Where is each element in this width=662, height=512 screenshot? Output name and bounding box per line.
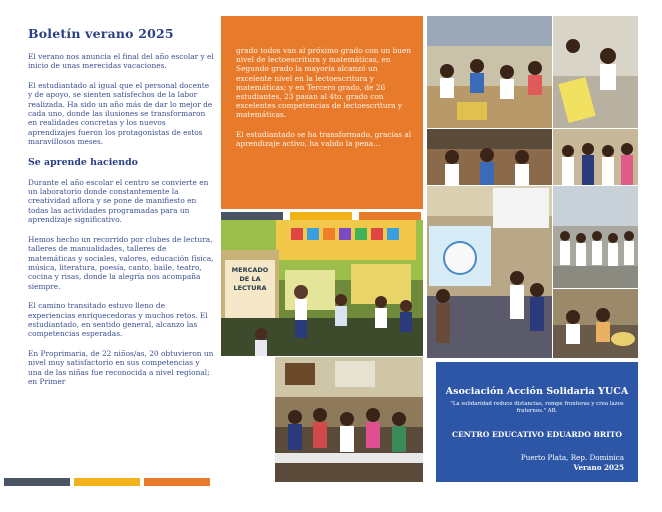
association-box [436, 362, 638, 482]
intro-paragraph: El verano nos anuncia el final del año escolar y el inicio de unas merecidas vacaciones. [28, 52, 214, 71]
satisfaction-paragraph: El estudiantado al igual que el personal docente y de apoyo, se sienten satisfechos de la labor realizada. Ha sido un año más de dar lo mejor de cada uno, donde las ilusiones se transformaron en realidades concretas y los nuevos aprendizajes fueron los protagonistas de estos maravillosos meses. [28, 80, 213, 147]
bar-orange-left [144, 478, 210, 486]
association-quote: "La solidaridad reduce distancias, rompe fronteras y crea lazos fraternos." AB. [450, 401, 624, 414]
grades-paragraph: grado todos van al próximo grado con un buen nivel de lectoescritura y matemáticas, en Segundo grado la mayoría alcanzó un excelente nivel en la lectoescritura y matemáticas; y en Tercero grado, de 26 estudiantes, 23 pasan al 4to. grado con excelentes competencias de lectoescritura y matemáticas. [236, 46, 412, 120]
bar-gold-left [74, 478, 140, 486]
school-name: CENTRO EDUCATIVO EDUARDO BRITO [451, 430, 623, 439]
photo-students-1 [427, 129, 552, 185]
section-heading: Se aprende haciendo [28, 156, 138, 168]
photo-students-2 [553, 129, 638, 185]
photo-banner-students [427, 186, 552, 358]
bar-slate-mid [221, 212, 283, 220]
photo-audience [275, 357, 423, 482]
association-name: Asociación Acción Solidaria YUCA [445, 386, 629, 397]
season-text: Verano 2025 [573, 463, 624, 472]
activities-paragraph: Hemos hecho un recorrido por clubes de lectura, talleres de manualidades, talleres de matemáticas y sociales, valores, educación física, música, literatura, poesía, canto, baile, teatro, cocina y risas, donde la alegría nos acompaña siempre. [28, 234, 214, 291]
challenges-paragraph: El camino transitado estuvo lleno de experiencias enriquecedoras y muchos retos. El estudiantado, en sentido general, alcanzo las competencias esperadas. [28, 301, 208, 339]
newsletter-title: Boletín verano 2025 [28, 26, 174, 41]
laboratory-paragraph: Durante el año escolar el centro se convierte en un laboratorio donde constantemente la creatividad aflora y se pone de manifiesto en todas las actividades programadas para un aprendizaje significativo. [28, 177, 209, 225]
market-sign: MERCADO DE LA LECTURA [231, 266, 269, 292]
photo-classroom-1 [427, 16, 552, 128]
photo-reading-market [221, 220, 423, 356]
preprimary-paragraph: En Proprimaria, de 22 niños/as, 20 obtuvieron un nivel muy satisfactorio en sus competencias y una de las niñas fue reconocida a nivel regional; en Primer [28, 348, 214, 386]
orange-panel-text [236, 46, 414, 158]
bar-slate-left [4, 478, 70, 486]
photo-classroom-2 [553, 16, 638, 128]
bar-orange-mid [359, 212, 421, 220]
left-column [28, 26, 214, 396]
photo-cooking [553, 289, 638, 358]
location-text: Puerto Plata, Rep. Dominica [520, 453, 624, 462]
bar-gold-mid [290, 212, 352, 220]
transformation-paragraph: El estudiantado se ha transformado, gracias al aprendizaje activo, ha valido la pena… [236, 129, 412, 148]
photo-line-students [553, 186, 638, 288]
